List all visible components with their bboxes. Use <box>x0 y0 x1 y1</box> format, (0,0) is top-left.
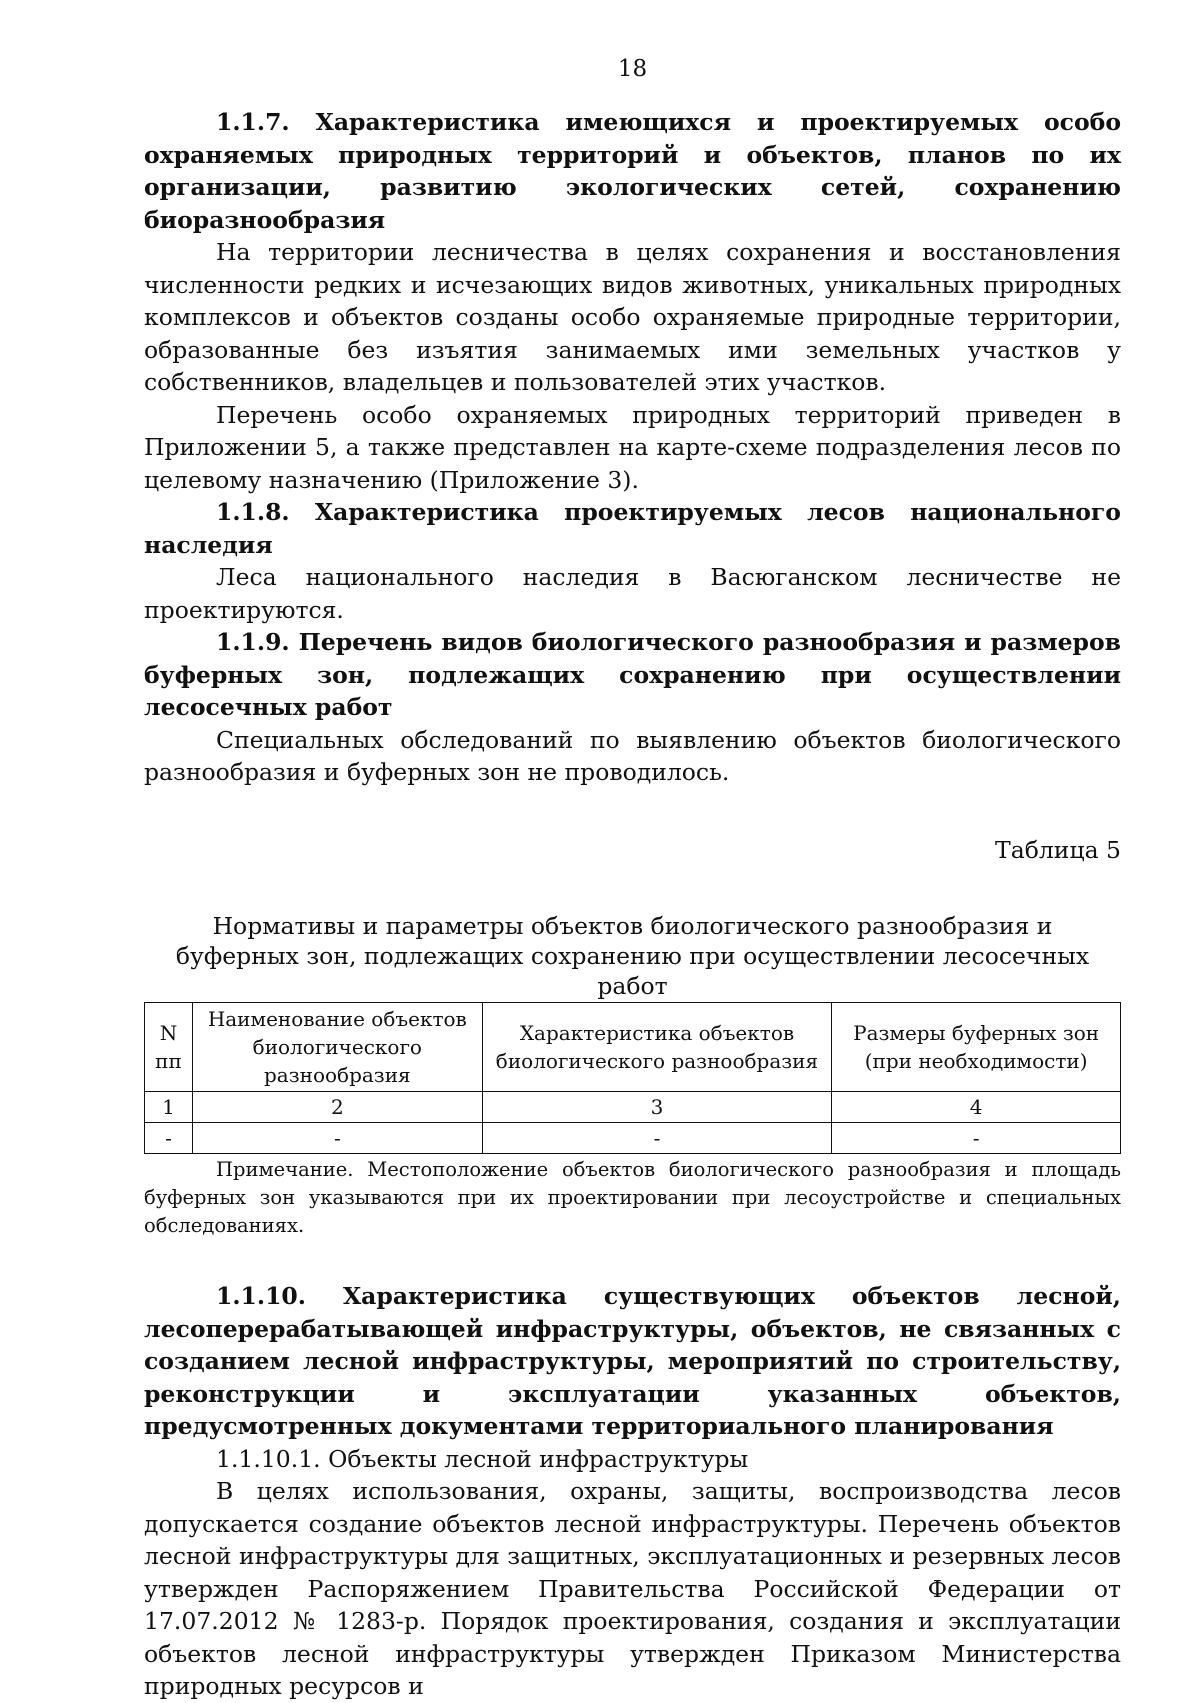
table-note: Примечание. Местоположение объектов биологического разнообразия и площадь буферных зон указываются при их проектировании при лесоустройстве и специальных обследованиях. <box>144 1158 1121 1237</box>
table-cell: 3 <box>482 1092 832 1123</box>
section-117-heading: 1.1.7. Характеристика имеющихся и проектируемых особо охраняемых природных территорий и объектов, планов по их организации, развитию экологических сетей, сохранению биоразнообразия <box>144 108 1121 234</box>
table-cell: 1 <box>145 1092 193 1123</box>
section-118-paragraph-1: Леса национального наследия в Васюганском лесничестве не проектируются. <box>144 563 1121 624</box>
table-header-row <box>145 1003 1121 1092</box>
table-title-line-2: буферных зон, подлежащих сохранению при осуществлении лесосечных работ <box>175 942 1090 1000</box>
section-1110-paragraph-1: В целях использования, охраны, защиты, воспроизводства лесов допускается создание объектов лесной инфраструктуры. Перечень объектов лесной инфраструктуры для защитных, эксплуатационных и резервных лесов утвержден Распоряжением Правительства Российской Федерации от 17.07.2012 № 1283-р. Порядок проектирования, создания и эксплуатации объектов лесной инфраструктуры утвержден Приказом Министерства природных ресурсов и <box>144 1477 1121 1700</box>
table-title <box>144 911 1121 1001</box>
section-1110-subheading: 1.1.10.1. Объекты лесной инфраструктуры <box>216 1444 749 1473</box>
table-title-line-1: Нормативы и параметры объектов биологического разнообразия и <box>212 912 1053 940</box>
table-row <box>145 1123 1121 1154</box>
table-header-cell: Характеристика объектов биологического разнообразия <box>482 1003 832 1092</box>
biodiversity-table <box>144 1002 1121 1154</box>
section-1110-heading: 1.1.10. Характеристика существующих объектов лесной, лесоперерабатывающей инфраструктуры, объектов, не связанных с созданием лесной инфраструктуры, мероприятий по строительству, реконструкции и эксплуатации указанных объектов, предусмотренных документами территориального планирования <box>144 1282 1121 1440</box>
table-cell: - <box>832 1123 1121 1154</box>
section-119-heading: 1.1.9. Перечень видов биологического разнообразия и размеров буферных зон, подлежащих сохранению при осуществлении лесосечных работ <box>144 628 1121 721</box>
table-header-cell: N пп <box>145 1003 193 1092</box>
table-cell: - <box>482 1123 832 1154</box>
section-119-paragraph-1: Специальных обследований по выявлению объектов биологического разнообразия и буферных зон не проводилось. <box>144 725 1121 786</box>
page-number: 18 <box>617 56 648 82</box>
table-cell: - <box>145 1123 193 1154</box>
section-118-heading: 1.1.8. Характеристика проектируемых лесов национального наследия <box>144 498 1121 559</box>
table-number-label: Таблица 5 <box>995 835 1121 864</box>
table-header-cell: Наименование объектов биологического разнообразия <box>192 1003 482 1092</box>
table-cell: 4 <box>832 1092 1121 1123</box>
table-numbering-row <box>145 1092 1121 1123</box>
page-content <box>144 106 1121 1703</box>
table-cell: - <box>192 1123 482 1154</box>
table-cell: 2 <box>192 1092 482 1123</box>
section-117-paragraph-2: Перечень особо охраняемых природных территорий приведен в Приложении 5, а также представлен на карте-схеме подразделения лесов по целевому назначению (Приложение 3). <box>144 400 1121 494</box>
table-header-cell: Размеры буферных зон (при необходимости) <box>832 1003 1121 1092</box>
section-117-paragraph-1: На территории лесничества в целях сохранения и восстановления численности редких и исчезающих видов животных, уникальных природных комплексов и объектов созданы особо охраняемые природные территории, образованные без изъятия занимаемых ими земельных участков у собственников, владельцев и пользователей этих участков. <box>144 238 1121 396</box>
